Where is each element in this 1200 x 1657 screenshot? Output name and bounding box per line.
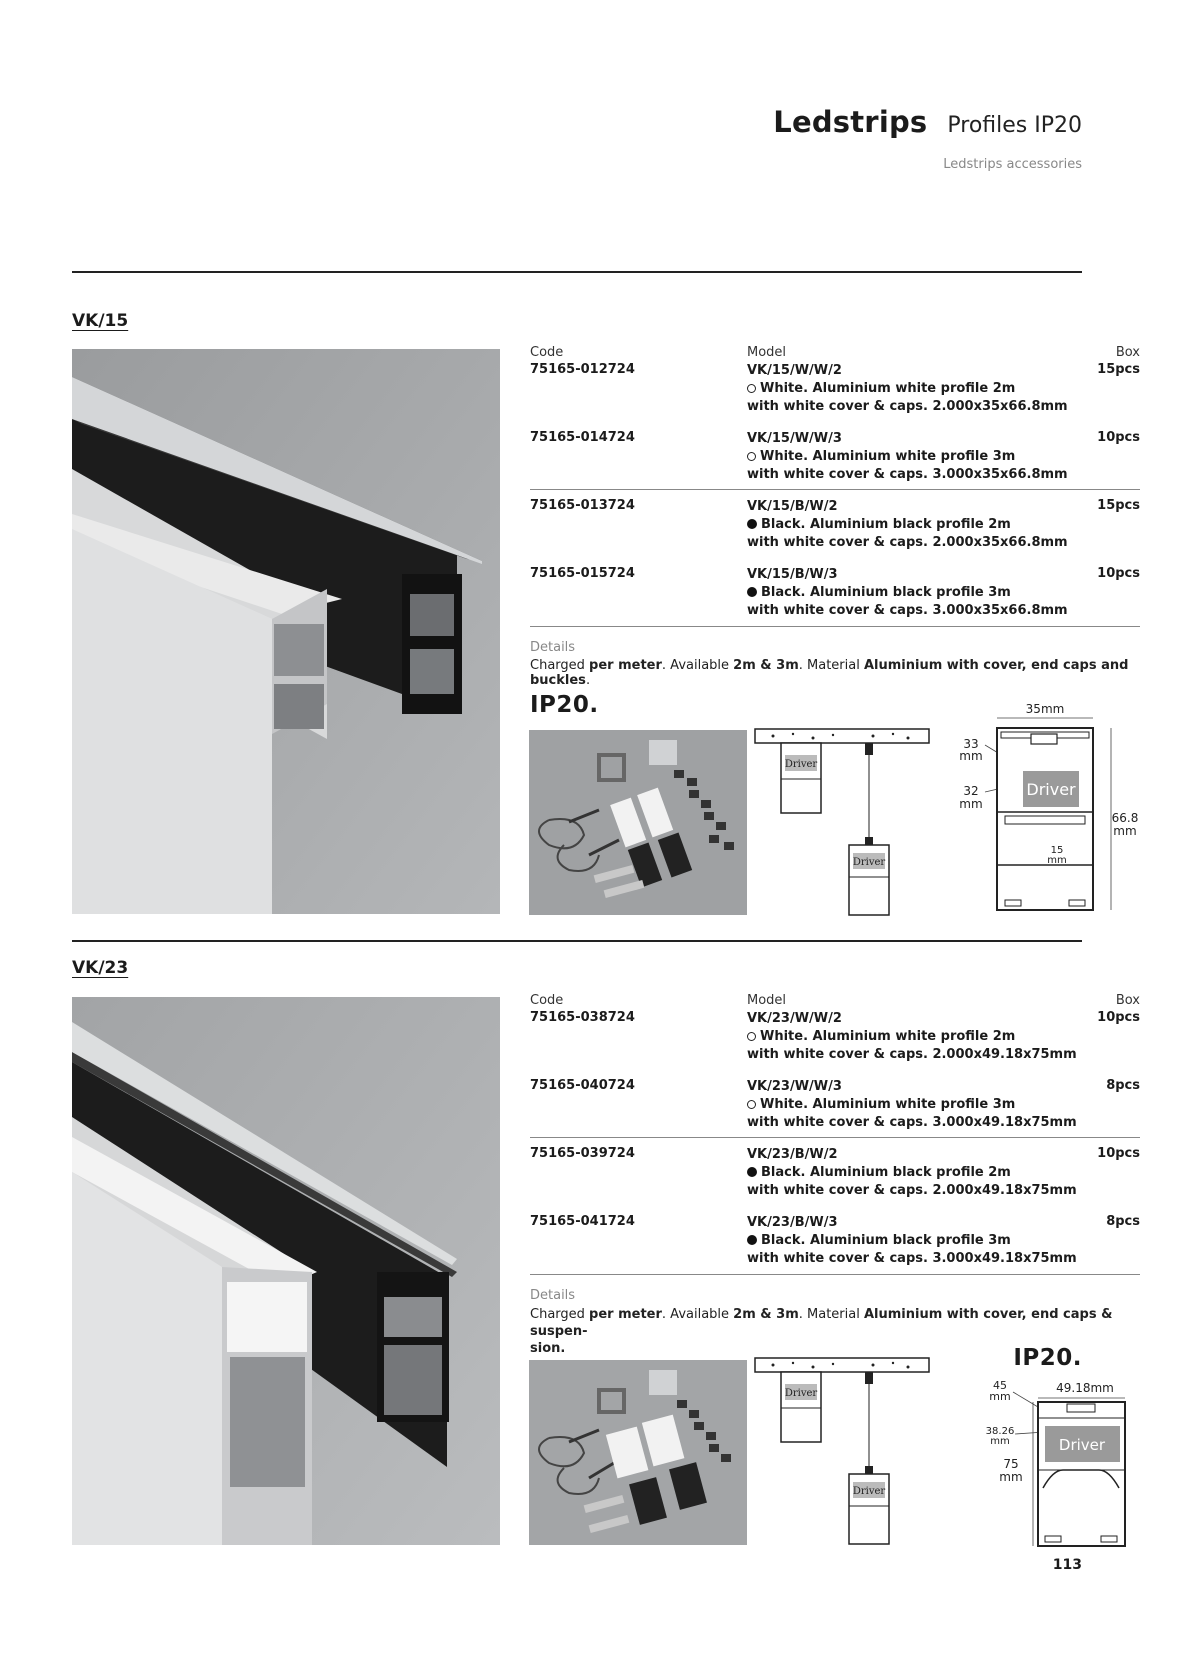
dimension-width: 35mm xyxy=(1025,702,1065,716)
model-desc: White. Aluminium white profile 2m xyxy=(760,1029,1016,1044)
model-desc: Black. Aluminium black profile 2m xyxy=(761,1165,1011,1180)
dimension-height: mm xyxy=(1113,824,1137,838)
black-color-icon xyxy=(747,587,757,597)
box-qty: 10pcs xyxy=(1097,1146,1140,1161)
dimension-label: mm xyxy=(959,797,983,811)
driver-label: Driver xyxy=(1026,780,1076,799)
model-name: VK/15/W/W/2 xyxy=(747,363,842,378)
col-header-code: Code xyxy=(530,345,564,360)
accessories-photo xyxy=(529,1360,747,1545)
dimension-label: 33 xyxy=(963,737,979,751)
model-cell xyxy=(747,566,1087,620)
product-code: 75165-039724 xyxy=(530,1146,635,1161)
col-header-model: Model xyxy=(747,993,787,1008)
black-color-icon xyxy=(747,1235,757,1245)
model-cell xyxy=(747,362,1087,416)
driver-label: Driver xyxy=(1058,1436,1106,1454)
box-qty: 10pcs xyxy=(1097,1010,1140,1025)
model-name: VK/15/B/W/2 xyxy=(747,499,838,514)
page-title: Ledstrips xyxy=(773,105,928,139)
page-subtitle: Profiles IP20 xyxy=(947,113,1082,138)
row-divider xyxy=(530,626,1140,627)
black-color-icon xyxy=(747,519,757,529)
product-table-vk23 xyxy=(530,993,1140,1283)
model-desc: with white cover & caps. 3.000x35x66.8mm xyxy=(747,467,1068,482)
driver-label: Driver xyxy=(852,1486,886,1497)
white-color-icon xyxy=(747,1100,756,1109)
cross-section-diagram xyxy=(935,700,1139,915)
product-code: 75165-040724 xyxy=(530,1078,635,1093)
section-title-vk23: VK/23 xyxy=(72,958,129,978)
section-title-vk15: VK/15 xyxy=(72,311,129,331)
suspension-diagram xyxy=(753,1356,931,1546)
row-divider xyxy=(530,1137,1140,1138)
model-name: VK/23/B/W/2 xyxy=(747,1147,838,1162)
suspension-diagram xyxy=(753,727,931,917)
model-cell xyxy=(747,1078,1087,1132)
dimension-label: mm xyxy=(1047,855,1067,866)
driver-label: Driver xyxy=(784,1388,818,1399)
model-desc: with white cover & caps. 2.000x49.18x75mm xyxy=(747,1183,1077,1198)
dimension-label: mm xyxy=(959,749,983,763)
details-text: Charged per meter. Available 2m & 3m. Material Aluminium with cover, end caps & suspen- sion. xyxy=(530,1307,1113,1356)
dimension-label: mm xyxy=(990,1436,1010,1447)
product-code: 75165-015724 xyxy=(530,566,635,581)
product-photo-vk15 xyxy=(72,349,500,914)
model-desc: White. Aluminium white profile 2m xyxy=(760,381,1016,396)
model-desc: with white cover & caps. 3.000x49.18x75mm xyxy=(747,1115,1077,1130)
model-desc: Black. Aluminium black profile 3m xyxy=(761,1233,1011,1248)
model-desc: with white cover & caps. 3.000x49.18x75mm xyxy=(747,1251,1077,1266)
model-cell xyxy=(747,430,1087,484)
model-desc: with white cover & caps. 3.000x35x66.8mm xyxy=(747,603,1068,618)
model-name: VK/15/B/W/3 xyxy=(747,567,838,582)
model-desc: Black. Aluminium black profile 2m xyxy=(761,517,1011,532)
white-color-icon xyxy=(747,452,756,461)
driver-label: Driver xyxy=(784,759,818,770)
box-qty: 15pcs xyxy=(1097,498,1140,513)
dimension-label: 45 xyxy=(993,1379,1007,1392)
product-code: 75165-038724 xyxy=(530,1010,635,1025)
model-cell xyxy=(747,498,1087,552)
box-qty: 8pcs xyxy=(1106,1214,1140,1229)
dimension-label: 32 xyxy=(963,784,979,798)
product-code: 75165-012724 xyxy=(530,362,635,377)
details-label: Details xyxy=(530,640,576,655)
model-desc: with white cover & caps. 2.000x35x66.8mm xyxy=(747,399,1068,414)
product-photo-vk23 xyxy=(72,997,500,1545)
page-category: Ledstrips accessories xyxy=(943,157,1082,172)
details-text: Charged per meter. Available 2m & 3m. Material Aluminium with cover, end caps and buckles. xyxy=(530,658,1129,688)
col-header-box: Box xyxy=(1115,345,1140,360)
model-desc: White. Aluminium white profile 3m xyxy=(760,1097,1016,1112)
model-name: VK/23/B/W/3 xyxy=(747,1215,838,1230)
model-name: VK/15/W/W/3 xyxy=(747,431,842,446)
dimension-label: 15 xyxy=(1050,845,1064,856)
model-cell xyxy=(747,1214,1087,1268)
model-cell xyxy=(747,1146,1087,1200)
dimension-label: 38.26 xyxy=(985,1426,1015,1437)
divider xyxy=(72,271,1082,273)
model-desc: Black. Aluminium black profile 3m xyxy=(761,585,1011,600)
details-label: Details xyxy=(530,1288,576,1303)
ip-rating: IP20. xyxy=(1013,1345,1082,1371)
model-desc: with white cover & caps. 2.000x35x66.8mm xyxy=(747,535,1068,550)
row-divider xyxy=(530,489,1140,490)
model-desc: White. Aluminium white profile 3m xyxy=(760,449,1016,464)
model-cell xyxy=(747,1010,1087,1064)
dimension-width: 49.18mm xyxy=(1056,1381,1114,1395)
dimension-height: 75 xyxy=(1003,1457,1019,1471)
model-name: VK/23/W/W/2 xyxy=(747,1011,842,1026)
black-color-icon xyxy=(747,1167,757,1177)
ip-rating: IP20. xyxy=(530,692,599,718)
product-table-vk15 xyxy=(530,345,1140,635)
product-code: 75165-013724 xyxy=(530,498,635,513)
white-color-icon xyxy=(747,384,756,393)
col-header-model: Model xyxy=(747,345,787,360)
cross-section-diagram xyxy=(975,1378,1135,1548)
page-number: 113 xyxy=(1052,1557,1082,1573)
box-qty: 10pcs xyxy=(1097,566,1140,581)
accessories-photo xyxy=(529,730,747,915)
box-qty: 10pcs xyxy=(1097,430,1140,445)
col-header-box: Box xyxy=(1115,993,1140,1008)
dimension-height: mm xyxy=(999,1470,1023,1484)
col-header-code: Code xyxy=(530,993,564,1008)
row-divider xyxy=(530,1274,1140,1275)
driver-label: Driver xyxy=(852,857,886,868)
product-code: 75165-014724 xyxy=(530,430,635,445)
model-name: VK/23/W/W/3 xyxy=(747,1079,842,1094)
box-qty: 15pcs xyxy=(1097,362,1140,377)
divider xyxy=(72,940,1082,942)
dimension-label: mm xyxy=(989,1390,1011,1403)
product-code: 75165-041724 xyxy=(530,1214,635,1229)
model-desc: with white cover & caps. 2.000x49.18x75mm xyxy=(747,1047,1077,1062)
dimension-height: 66.8 xyxy=(1111,811,1139,825)
white-color-icon xyxy=(747,1032,756,1041)
page-header xyxy=(773,105,1082,139)
box-qty: 8pcs xyxy=(1106,1078,1140,1093)
